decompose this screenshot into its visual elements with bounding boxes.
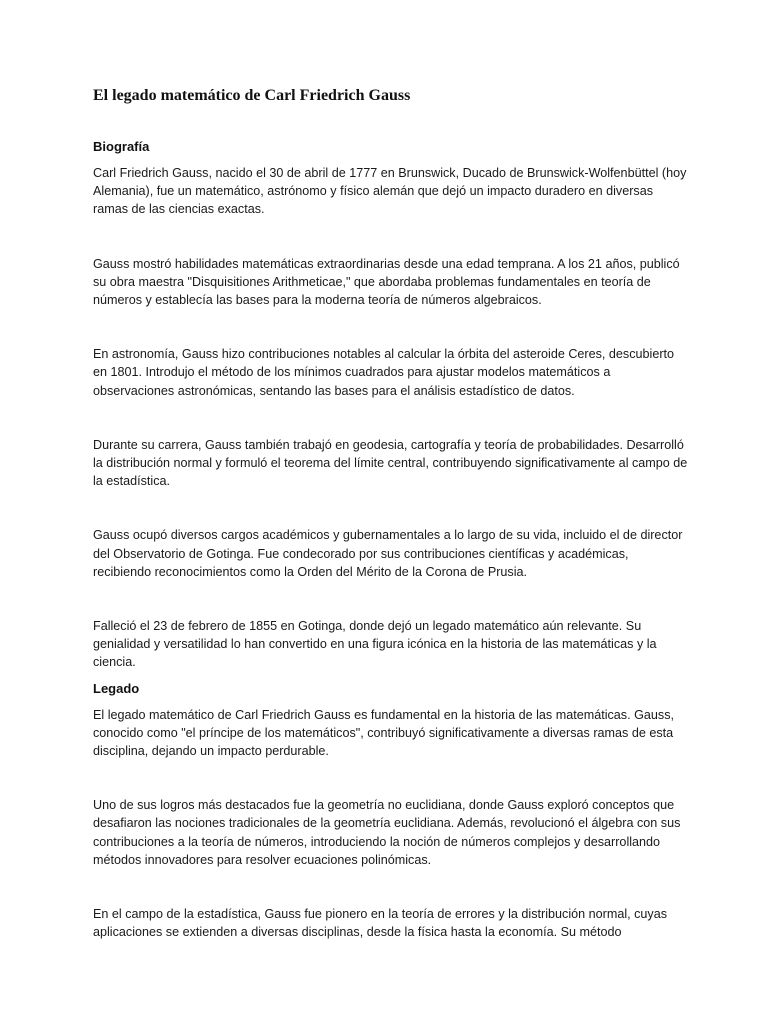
paragraph: Falleció el 23 de febrero de 1855 en Gotinga, donde dejó un legado matemático aún relevante. Su genialidad y versatilidad lo han convertido en una figura icónica en la historia de las matemáticas y la ciencia.: [93, 619, 657, 670]
section-heading-biografia: Biografía: [93, 139, 150, 154]
paragraph: Uno de sus logros más destacados fue la geometría no euclidiana, donde Gauss exploró conceptos que desafiaron las nociones tradicionales de la geometría euclidiana. Además, revolucionó el álgebra con sus contribuciones a la teoría de números, introduciendo la noción de números complejos y desarrollando métodos innovadores para resolver ecuaciones polinómicas.: [93, 798, 681, 867]
paragraph: El legado matemático de Carl Friedrich Gauss es fundamental en la historia de las matemáticas. Gauss, conocido como "el príncipe de los matemáticos", contribuyó significativamente a diversas ramas de esta disciplina, dejando un impacto perdurable.: [93, 707, 674, 759]
paragraph: En astronomía, Gauss hizo contribuciones notables al calcular la órbita del asteroide Ceres, descubierto en 1801. Introdujo el método de los mínimos cuadrados para ajustar modelos matemáticos a observaciones astronómicas, sentando las bases para el análisis estadístico de datos.: [93, 347, 675, 398]
paragraph: Gauss mostró habilidades matemáticas extraordinarias desde una edad temprana. A los 21 años, publicó su obra maestra "Disquisitiones Arithmeticae," que abordaba problemas fundamentales en teoría de números y establecía las bases para la moderna teoría de números algebraicos.: [93, 256, 680, 308]
paragraph: En el campo de la estadística, Gauss fue pionero en la teoría de errores y la distribución normal, cuyas aplicaciones se extienden a diversas disciplinas, desde la física hasta la economía. Su método: [93, 907, 668, 940]
paragraph: Gauss ocupó diversos cargos académicos y gubernamentales a lo largo de su vida, incluido el de director del Observatorio de Gotinga. Fue condecorado por sus contribuciones científicas y académicas, recibiendo reconocimientos como la Orden del Mérito de la Corona de Prusia.: [93, 528, 683, 579]
paragraph: Carl Friedrich Gauss, nacido el 30 de abril de 1777 en Brunswick, Ducado de Brunswick-Wolfenbüttel (hoy Alemania), fue un matemático, astrónomo y físico alemán que dejó un impacto duradero en diversas ramas de las ciencias exactas.: [93, 166, 687, 217]
document-title: El legado matemático de Carl Friedrich Gauss: [93, 87, 411, 104]
section-heading-legado: Legado: [93, 680, 140, 696]
paragraph: Durante su carrera, Gauss también trabajó en geodesia, cartografía y teoría de probabilidades. Desarrolló la distribución normal y formuló el teorema del límite central, contribuyendo significativamente al campo de la estadística.: [93, 437, 688, 489]
